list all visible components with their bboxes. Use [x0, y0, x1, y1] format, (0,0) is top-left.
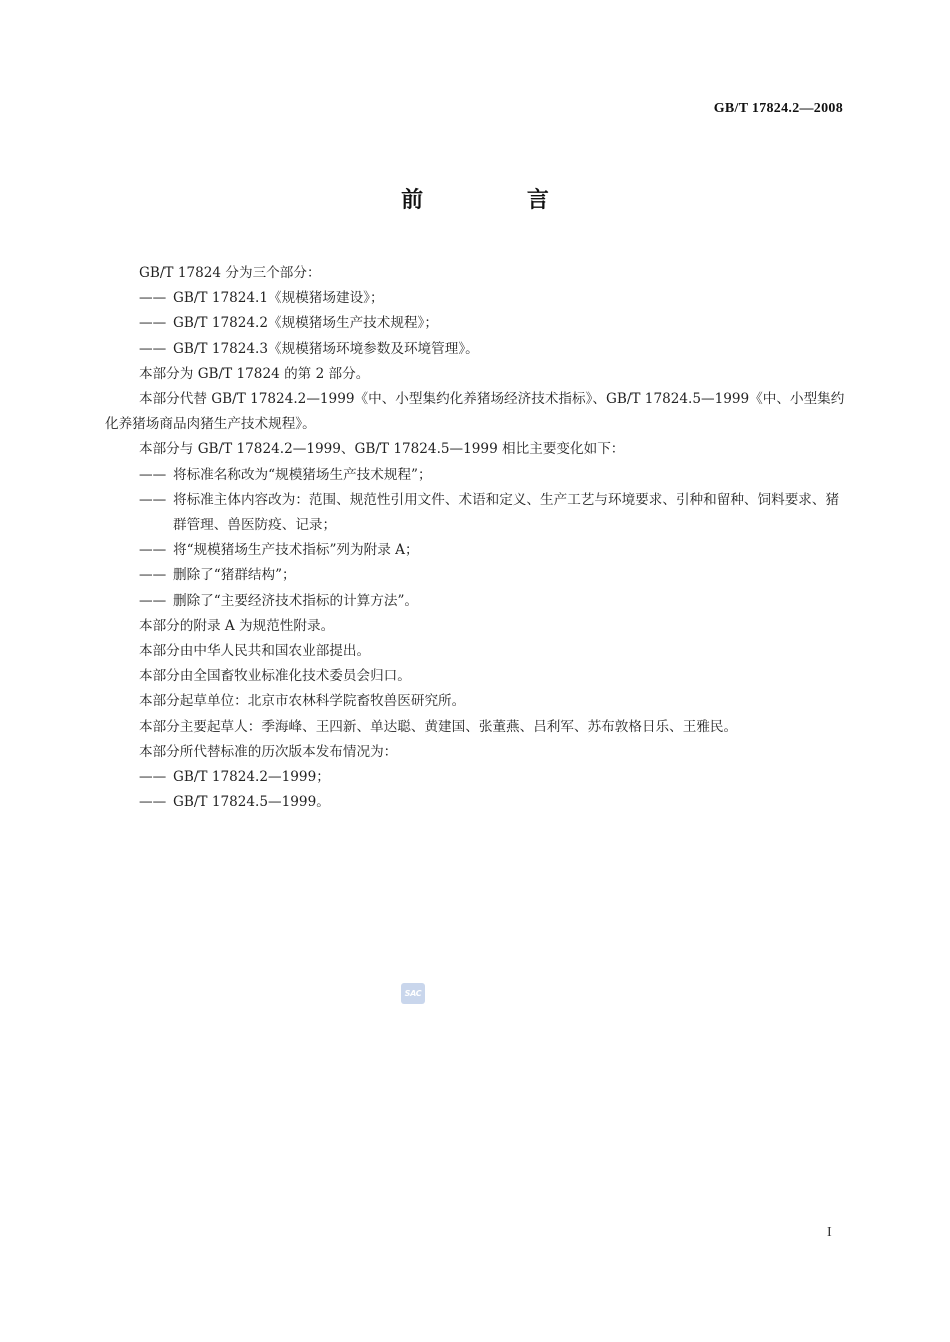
centralized-by-statement: 本部分由全国畜牧业标准化技术委员会归口。 [139, 668, 411, 685]
list-item-text: GB/T 17824.5—1999。 [173, 794, 330, 811]
list-item-part-1 [105, 286, 845, 311]
foreword-body [105, 261, 845, 815]
drafting-unit-statement: 本部分起草单位：北京市农林科学院畜牧兽医研究所。 [139, 693, 466, 710]
dash-marker: —— [139, 769, 167, 786]
dash-marker: —— [139, 290, 167, 307]
list-item-change-3 [105, 538, 845, 563]
dash-marker: —— [139, 542, 167, 559]
history-intro: 本部分所代替标准的历次版本发布情况为： [139, 743, 398, 760]
list-item-part-2 [105, 311, 845, 336]
dash-marker: —— [139, 794, 167, 811]
list-item-text: 将“规模猪场生产技术指标”列为附录 A； [173, 542, 419, 559]
list-item-text: GB/T 17824.2—1999； [173, 769, 330, 786]
list-item-text: GB/T 17824.3《规模猪场环境参数及环境管理》。 [173, 340, 479, 357]
changes-intro: 本部分与 GB/T 17824.2—1999、GB/T 17824.5—1999 相比主要变化如下： [139, 441, 625, 458]
list-item-text: GB/T 17824.2《规模猪场生产技术规程》； [173, 315, 438, 332]
dash-marker: —— [139, 491, 167, 508]
this-part-statement: 本部分为 GB/T 17824 的第 2 部分。 [139, 365, 370, 382]
list-item-change-4 [105, 563, 845, 588]
page-title: 前 言 [401, 188, 597, 213]
dash-marker: —— [139, 592, 167, 609]
appendix-statement: 本部分的附录 A 为规范性附录。 [139, 617, 335, 634]
dash-marker: —— [139, 567, 167, 584]
list-item-part-3 [105, 337, 845, 362]
list-item-text: 将标准名称改为“规模猪场生产技术规程”； [173, 466, 432, 483]
page-number: I [827, 1225, 832, 1240]
list-item-change-2 [105, 488, 845, 538]
list-item-history-2 [105, 790, 845, 815]
list-item-text: 将标准主体内容改为：范围、规范性引用文件、术语和定义、生产工艺与环境要求、引种和留种、饲料要求、猪群管理、兽医防疫、记录； [173, 491, 840, 534]
standard-number: GB/T 17824.2—2008 [713, 101, 843, 116]
proposed-by-statement: 本部分由中华人民共和国农业部提出。 [139, 643, 371, 660]
dash-marker: —— [139, 340, 167, 357]
list-item-text: 删除了“主要经济技术指标的计算方法”。 [173, 592, 418, 609]
dash-marker: —— [139, 466, 167, 483]
list-item-history-1 [105, 765, 845, 790]
replaces-statement: 本部分代替 GB/T 17824.2—1999《中、小型集约化养猪场经济技术指标》、GB/T 17824.5—1999《中、小型集约化养猪场商品肉猪生产技术规程》。 [105, 391, 845, 433]
list-item-change-5 [105, 589, 845, 614]
parts-intro: GB/T 17824 分为三个部分： [139, 265, 321, 281]
list-item-text: 删除了“猪群结构”； [173, 567, 296, 584]
drafters-statement: 本部分主要起草人：季海峰、王四新、单达聪、黄建国、张董燕、吕利军、苏布敦格日乐、王雅民。 [139, 718, 738, 735]
dash-marker: —— [139, 315, 167, 332]
sac-watermark-logo: SAC [401, 983, 425, 1004]
list-item-change-1 [105, 463, 845, 488]
list-item-text: GB/T 17824.1《规模猪场建设》； [173, 290, 384, 307]
